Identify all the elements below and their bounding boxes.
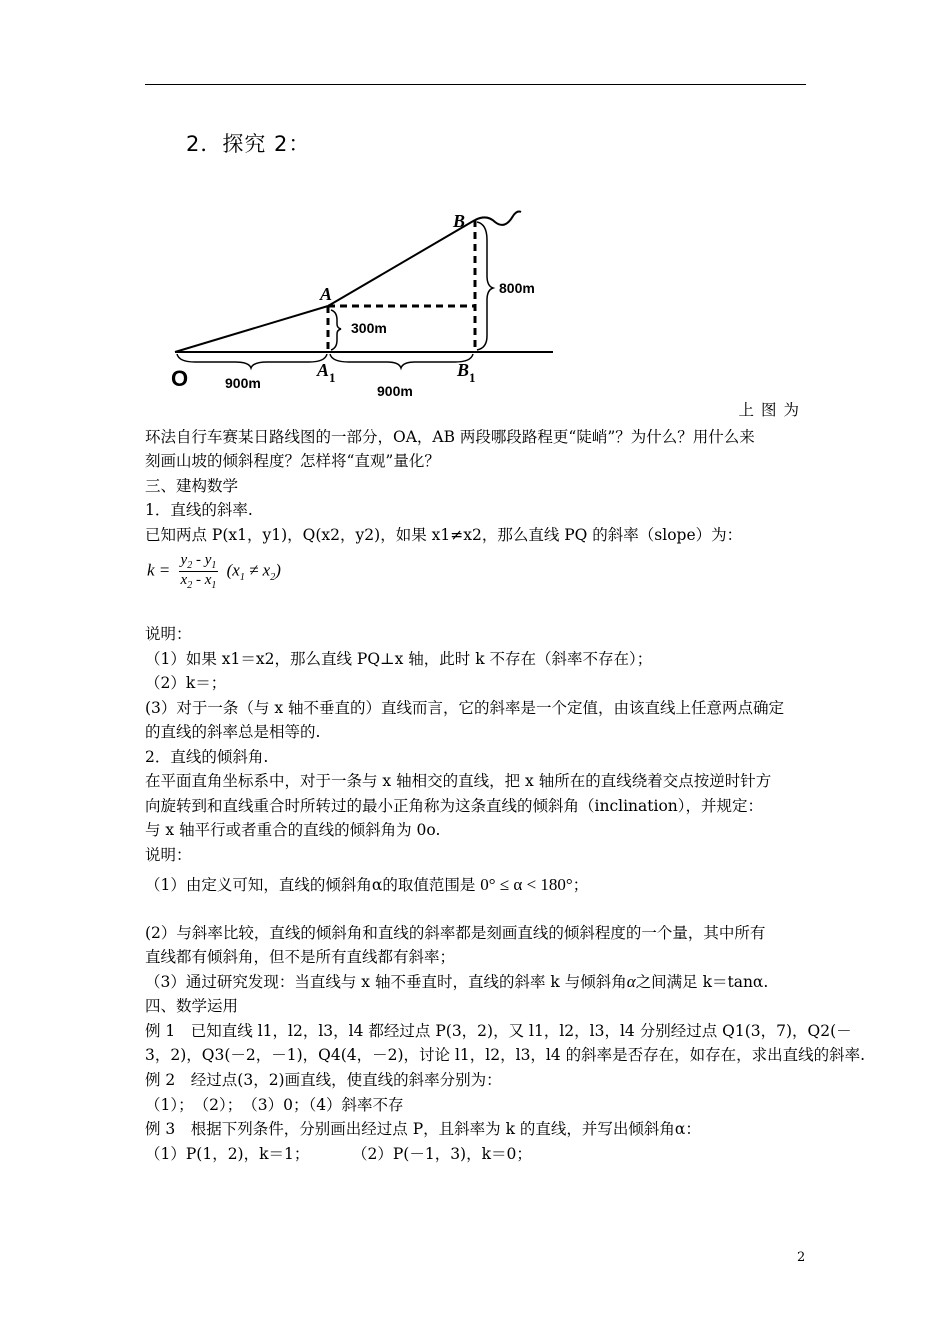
angle-definition-1: 在平面直角坐标系中，对于一条与 x 轴相交的直线，把 x 轴所在的直线绕着交点按逆时针方 [145,772,772,790]
label-a: A [320,284,333,304]
angle-definition-3: 与 x 轴平行或者重合的直线的倾斜角为 0o. [145,821,441,839]
section-4-title: 四、数学运用 [145,997,239,1015]
label-800m: 800m [499,280,535,296]
intro-line-1: 环法自行车赛某日路线图的一部分，OA，AB 两段哪段路程更“陡峭”？为什么？用什么来 [145,428,755,446]
angle-range-math: 0° ≤ α < 180° [480,875,573,894]
header-rule [145,84,806,85]
note-1-item-2: （2）k＝； [145,674,227,692]
note-2-item-1: （1）由定义可知，直线的倾斜角α的取值范围是 0° ≤ α < 180°； [145,875,589,894]
note-1-item-1: （1）如果 x1＝x2，那么直线 PQ⊥x 轴，此时 k 不存在（斜率不存在）； [145,650,653,668]
segment-ab [328,220,475,306]
note-2-item-2b: 直线都有倾斜角，但不是所有直线都有斜率； [145,948,456,966]
example-1-line-1: 例 1 已知直线 l1，l2，l3，l4 都经过点 P(3，2)，又 l1，l2，l3，l4 分别经过点 Q1(3，7)，Q2(－ [145,1022,852,1040]
section-3-title: 三、建构数学 [145,477,239,495]
item-2-title: 2．直线的倾斜角. [145,748,269,766]
slope-formula: k = $\frac{y_2 - y_1}{x_2 - x_1}$ $(x_1 \ne x_2)$ [147,552,281,591]
item-1-title: 1．直线的斜率. [145,501,253,519]
label-300m: 300m [351,320,387,336]
example-2: 例 2 经过点(3，2)画直线，使直线的斜率分别为： [145,1071,502,1089]
note-2-title: 说明： [145,846,192,864]
label-b: B [453,211,466,231]
note-2-item-3: （3）通过研究发现：当直线与 x 轴不垂直时，直线的斜率 k 与倾斜角α之间满足 k＝tanα. [145,972,769,991]
example-3-item-2: （2）P(－1，3)，k＝0； [352,1145,532,1163]
label-900m-left: 900m [225,375,261,391]
note-1-item-3b: 的直线的斜率总是相等的. [145,723,321,741]
route-diagram [165,200,565,400]
intro-right-text: 上图为 [738,401,806,419]
note-1-item-3a: (3）对于一条（与 x 轴不垂直的）直线而言，它的斜率是一个定值，由该直线上任意两点确定 [145,699,785,717]
page-number: 2 [797,1250,806,1265]
slope-definition: 已知两点 P(x1，y1)，Q(x2，y2)，如果 x1≠x2，那么直线 PQ 的斜率（slope）为： [145,526,743,544]
brace-900-right [330,354,473,368]
brace-300 [331,310,341,350]
example-3: 例 3 根据下列条件，分别画出经过点 P，且斜率为 k 的直线，并写出倾斜角α： [145,1120,701,1138]
note-2-item-2a: (2）与斜率比较，直线的倾斜角和直线的斜率都是刻画直线的倾斜程度的一个量，其中所有 [145,924,766,942]
angle-definition-2: 向旋转到和直线重合时所转过的最小正角称为这条直线的倾斜角（inclination），并规定： [145,797,764,815]
label-b1: $B_1$ [457,360,476,385]
route-continuation [475,212,521,225]
example-1-line-2: 3，2)，Q3(－2，－1)，Q4(4，－2)，讨论 l1，l2，l3，l4 的斜率是否存在，如存在，求出直线的斜率. [145,1046,866,1064]
example-2-items: （1）； （2）； （3）0；（4）斜率不存 [145,1096,404,1114]
brace-900-left [177,354,327,368]
label-o: O [171,366,189,391]
example-3-item-1: （1）P(1，2)，k＝1； [145,1145,310,1163]
segment-oa [175,306,328,352]
brace-800 [477,222,493,350]
intro-line-2: 刻画山坡的倾斜程度？怎样将“直观”量化？ [145,452,440,470]
note-1-title: 说明： [145,625,192,643]
alpha-symbol: α [626,972,636,991]
label-a1: $A_1$ [317,360,336,385]
label-900m-right: 900m [377,383,413,399]
section-heading: 2．探究 2： [186,132,311,156]
